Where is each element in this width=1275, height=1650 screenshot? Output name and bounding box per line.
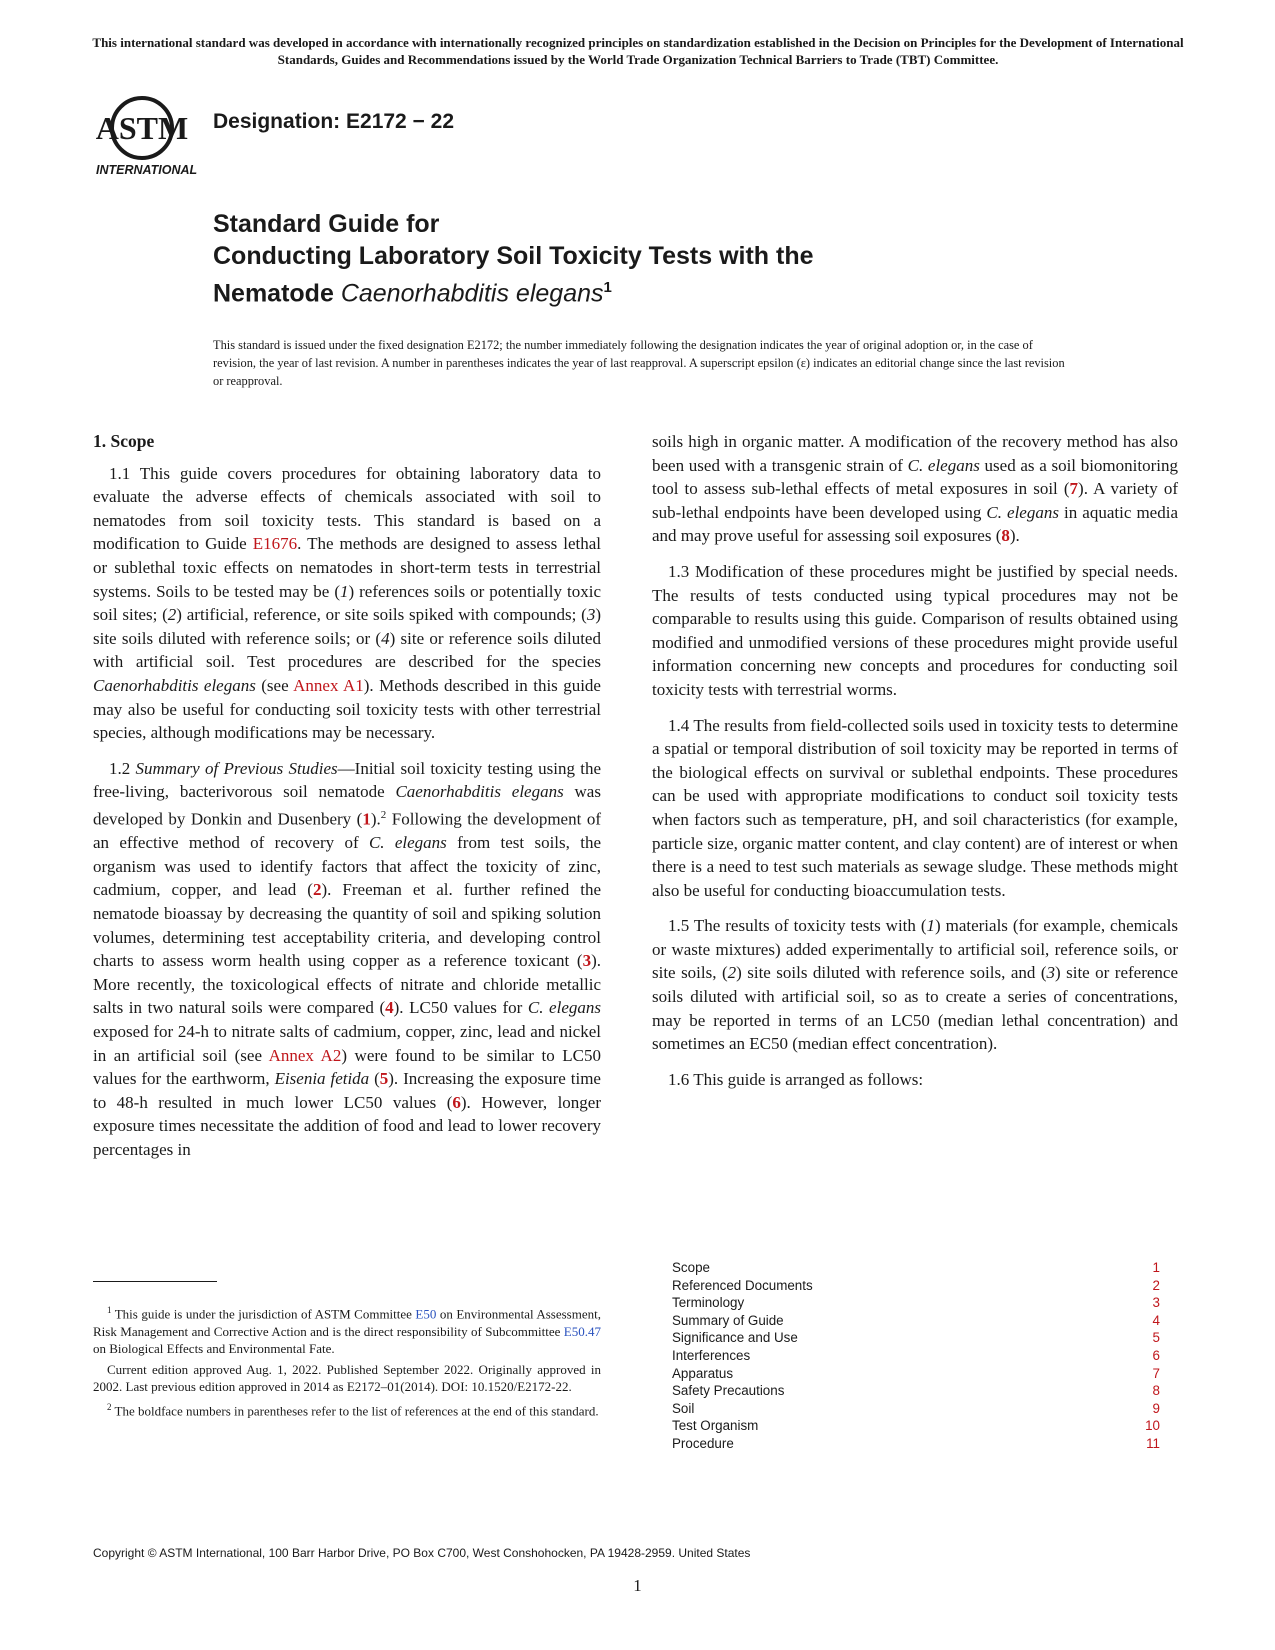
reference-link-4[interactable]: 4 (385, 998, 394, 1018)
section-link[interactable]: 5 (1152, 1330, 1160, 1346)
paragraph-1-2: 1.2 Summary of Previous Studies—Initial soil toxicity testing using the free-living, bacterivorous soil nematode Caenorhabditis elegans was developed by Donkin and Dusenbery (1).$^2$ Following the development of an effective method of recovery of C. elegans from test soils, the organism was used to identify factors that affect the toxicity of zinc, cadmium, copper, and lead (2). Freeman et al. further refined the nematode bioassay by decreasing the quantity of soil and spiking solution volumes, determining test acceptability criteria, and developing control charts to assess worm health using copper as a reference toxicant (3). More recently, the toxicological effects of nitrate and chloride metallic salts in two natural soils were compared (4). LC50 values for C. elegans exposed for 24-h to nitrate salts of cadmium, copper, zinc, lead and nickel in an artificial soil (see Annex A2) were found to be similar to LC50 values for the earthworm, Eisenia fetida (5). Increasing the exposure time to 48-h resulted in much lower LC50 values (6). However, longer exposure times necessitate the addition of food and lead to lower recovery percentages in (93, 758, 602, 1159)
section-link[interactable]: 11 (1146, 1435, 1160, 1451)
section-link[interactable]: 6 (1152, 1347, 1160, 1363)
footnote-divider (93, 1281, 217, 1282)
title-line-3 (213, 272, 814, 309)
reference-link-6[interactable]: 6 (452, 1092, 461, 1112)
reference-link-1[interactable]: 1 (362, 809, 371, 829)
svg-text:ASTM: ASTM (95, 110, 189, 146)
link-e1676[interactable]: E1676 (252, 534, 298, 554)
reference-link-5[interactable]: 5 (379, 1069, 389, 1089)
contents-row: Soil 9 (672, 1400, 1160, 1416)
contents-row: Referenced Documents 2 (672, 1277, 1160, 1293)
section-link[interactable]: 9 (1152, 1400, 1160, 1416)
issued-statement: This standard is issued under the fixed designation E2172; the number immediately following the designation indicates the year of original adoption or, in the case of revision, the year of last revision. A number in parentheses indicates the year of last reapproval. A superscript epsilon (ε) indicates an editorial change since the last revision or reapproval. (213, 338, 1065, 388)
title-line-1: Standard Guide for (213, 210, 440, 238)
title-footnote-mark: 1 (603, 279, 612, 296)
contents-row: Terminology 3 (672, 1295, 1160, 1311)
section-link[interactable]: 8 (1152, 1383, 1160, 1399)
section-link[interactable]: 7 (1152, 1365, 1160, 1381)
contents-row: Procedure 11 (672, 1435, 1160, 1451)
wto-notice: This international standard was developed in accordance with internationally recognized principles on standardization established in the Decision on Principles for the Development of International Standards, Guides and Recommendations issued by the World Trade Organization Technical Barriers to Trade (TBT) Committee. (92, 35, 1184, 67)
paragraph-1-2-continued: soils high in organic matter. A modification of the recovery method has also been used with a transgenic strain of C. elegans used as a soil biomonitoring tool to assess sub-lethal effects of metal exposures in soil (7). A variety of sub-lethal endpoints have been developed using C. elegans in aquatic media and may prove useful for assessing soil exposures (8). (652, 432, 1178, 546)
designation: Designation: E2172 − 22 (213, 110, 455, 133)
footnote-1: $^1$ This guide is under the jurisdiction of ASTM Committee E50 on Environmental Assessment, Risk Management and Corrective Action and is the direct responsibility of Subcommittee E50.47 on Biological Effects and Environmental Fate. (93, 1305, 601, 1356)
section-heading-scope: 1. Scope (93, 431, 155, 451)
reference-link-2[interactable]: 2 (312, 880, 322, 900)
astm-logo (92, 92, 200, 180)
link-annex-a1[interactable]: Annex A1 (293, 675, 364, 695)
contents-row: Apparatus 7 (672, 1365, 1160, 1381)
title-prefix: Nematode (213, 279, 341, 308)
link-e50[interactable]: E50 (415, 1306, 437, 1322)
logo-text: INTERNATIONAL (96, 163, 198, 177)
contents-row: Safety Precautions 8 (672, 1383, 1160, 1399)
paragraph-1-3: 1.3 Modification of these procedures might be justified by special needs. The results of tests conducted using typical procedures may not be comparable to results using this guide. Comparison of results obtained using modified and unmodified versions of these procedures might provide useful information concerning new concepts and procedures for conducting soil toxicity tests with terrestrial worms. (652, 561, 1178, 699)
section-link[interactable]: 3 (1152, 1295, 1160, 1311)
contents-row: Scope 1 (672, 1260, 1160, 1275)
copyright-notice: Copyright © ASTM International, 100 Barr Harbor Drive, PO Box C700, West Conshohocken, PA 19428-2959. United States (93, 1546, 751, 1560)
section-link[interactable]: 2 (1152, 1277, 1160, 1293)
contents-row: Interferences 6 (672, 1347, 1160, 1363)
link-e50-47[interactable]: E50.47 (563, 1323, 601, 1339)
right-column (652, 430, 1178, 1103)
footnote-edition: Current edition approved Aug. 1, 2022. Published September 2022. Originally approved in 2002. Last previous edition approved in 2014 as E2172–01(2014). DOI: 10.1520/E2172-22. (93, 1361, 601, 1395)
footnote-2: $^2$ The boldface numbers in parentheses refer to the list of references at the end of this standard. (107, 1402, 599, 1419)
title-species: Caenorhabditis elegans (340, 279, 604, 308)
reference-link-7[interactable]: 7 (1069, 479, 1079, 499)
left-column (93, 430, 601, 1173)
paragraph-1-1: 1.1 This guide covers procedures for obtaining laboratory data to evaluate the adverse effects of chemicals associated with soil to nematodes from soil toxicity tests. This standard is based on a modification to Guide E1676. The methods are designed to assess lethal or sublethal toxic effects on nematodes in short-term tests in terrestrial systems. Soils to be tested may be (1) references soils or potentially toxic soil sites; (2) artificial, reference, or site soils spiked with compounds; (3) site soils diluted with reference soils; or (4) site or reference soils diluted with artificial soil. Test procedures are described for the species Caenorhabditis elegans (see Annex A1). Methods described in this guide may also be useful for conducting soil toxicity tests with other terrestrial species, although modifications may be necessary. (93, 463, 601, 743)
paragraph-1-5: 1.5 The results of toxicity tests with (1) materials (for example, chemicals or waste mixtures) added experimentally to artificial soil, reference soils, or site soils, (2) site soils diluted with reference soils, and (3) site or reference soils diluted with artificial soil, so as to create a series of concentrations, may be reported in terms of an LC50 (median lethal concentration) and sometimes an EC50 (median effect concentration). (652, 916, 1179, 1054)
title-line-2: Conducting Laboratory Soil Toxicity Tests with the (213, 242, 814, 270)
footnote-mark-2: 2 (380, 808, 387, 821)
section-link[interactable]: 10 (1145, 1418, 1160, 1434)
contents-row: Test Organism 10 (672, 1418, 1160, 1434)
link-annex-a2[interactable]: Annex A2 (268, 1045, 342, 1065)
footnotes (93, 1302, 601, 1424)
section-link[interactable]: 4 (1152, 1312, 1160, 1328)
reference-link-8[interactable]: 8 (1001, 526, 1010, 546)
reference-link-3[interactable]: 3 (582, 951, 592, 971)
contents-list (672, 1259, 1160, 1453)
paragraph-1-4: 1.4 The results from field-collected soils used in toxicity tests to determine a spatial or temporal distribution of soil toxicity may be reported in terms of the biological effects on survival or sublethal endpoints. These procedures can be used with appropriate modifications to conduct soil toxicity tests when factors such as temperature, pH, and soil characteristics (for example, particle size, organic matter content, and clay content) are of interest or when there is a need to test such materials as sewage sludge. These methods might also be useful for conducting bioaccumulation tests. (652, 715, 1178, 900)
document-title (213, 208, 814, 309)
section-link[interactable]: 1 (1152, 1260, 1160, 1275)
paragraph-1-6: 1.6 This guide is arranged as follows: (668, 1069, 924, 1089)
contents-row: Significance and Use 5 (672, 1330, 1160, 1346)
page-number: 1 (633, 1576, 642, 1595)
contents-row: Summary of Guide 4 (672, 1312, 1160, 1328)
